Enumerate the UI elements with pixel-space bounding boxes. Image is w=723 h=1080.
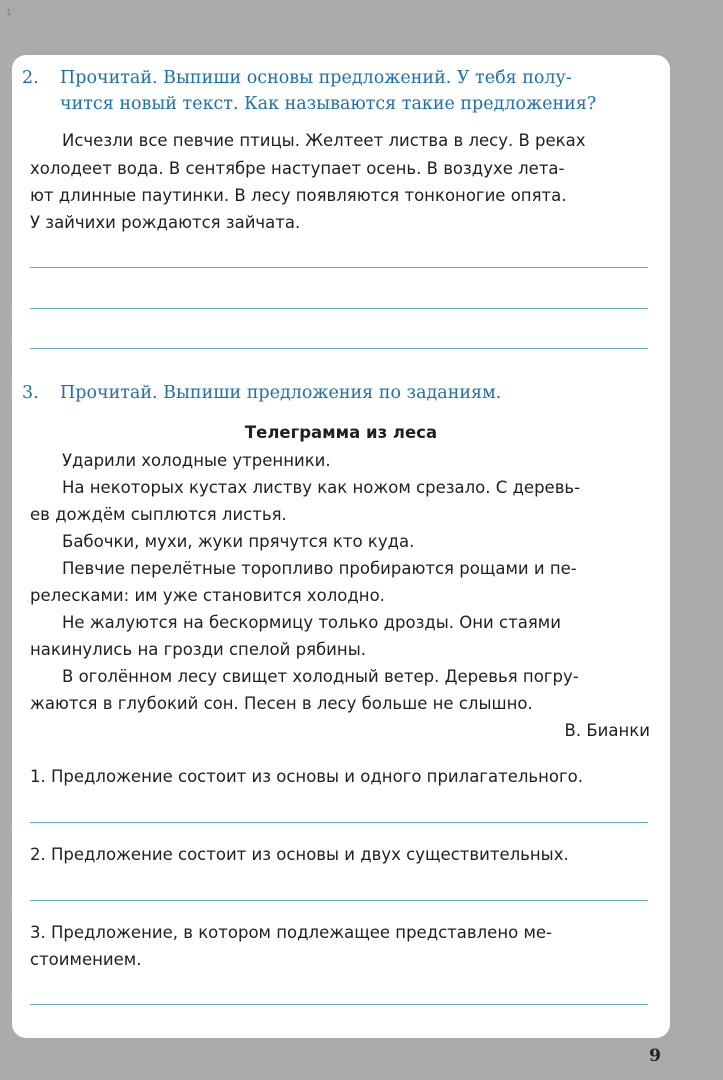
subtask-2-text: 2. Предложение состоит из основы и двух существительных.: [30, 845, 569, 864]
answer-line[interactable]: [30, 1004, 648, 1005]
subtask-3-text: 3. Предложение, в котором подлежащее представлено ме-: [30, 923, 553, 942]
answer-line[interactable]: [30, 267, 648, 268]
task-3-text-line: Бабочки, мухи, жуки прячутся кто куда.: [62, 532, 415, 551]
task-3-text-line: накинулись на грозди спелой рябины.: [30, 640, 366, 659]
task-3-text-line: В оголённом лесу свищет холодный ветер. Деревья погру-: [62, 667, 579, 686]
task-3-text-line: На некоторых кустах листву как ножом срезало. С деревь-: [62, 478, 581, 497]
task-3-text-line: Ударили холодные утренники.: [62, 451, 331, 470]
task-3-text-line: Певчие перелётные торопливо пробираются рощами и пе-: [62, 559, 577, 578]
subtask-1-text: 1. Предложение состоит из основы и одного прилагательного.: [30, 767, 584, 786]
scan-corner-mark: 1': [6, 8, 15, 18]
task-2-text-line: ют длинные паутинки. В лесу появляются тонконогие опята.: [30, 186, 567, 205]
task-2-prompt-line: Прочитай. Выпиши основы предложений. У тебя полу-: [60, 68, 572, 88]
task-3-number: 3.: [22, 383, 39, 403]
workbook-page: [12, 55, 670, 1038]
task-3-prompt: Прочитай. Выпиши предложения по заданиям.: [60, 383, 502, 403]
answer-line[interactable]: [30, 308, 648, 309]
task-3-text-line: Не жалуются на бескормицу только дрозды. Они стаями: [62, 613, 561, 632]
task-3-text-line: релесками: им уже становится холодно.: [30, 586, 385, 605]
task-2-text-line: У зайчихи рождаются зайчата.: [30, 213, 301, 232]
task-3-text-line: ев дождём сыплются листья.: [30, 505, 287, 524]
task-2-number: 2.: [22, 68, 39, 88]
answer-line[interactable]: [30, 900, 648, 901]
answer-line[interactable]: [30, 822, 648, 823]
answer-line[interactable]: [30, 348, 648, 349]
telegram-title: Телеграмма из леса: [244, 423, 438, 442]
task-2-prompt-line: чится новый текст. Как называются такие предложения?: [60, 94, 597, 114]
task-2-text-line: Исчезли все певчие птицы. Желтеет листва в лесу. В реках: [62, 131, 586, 150]
page-number: 9: [649, 1046, 661, 1066]
author-signature: В. Бианки: [564, 721, 650, 740]
task-3-text-line: жаются в глубокий сон. Песен в лесу больше не слышно.: [30, 694, 533, 713]
task-2-text-line: холодеет вода. В сентябре наступает осень. В воздухе лета-: [30, 159, 565, 178]
subtask-3-text: стоимением.: [30, 950, 142, 969]
